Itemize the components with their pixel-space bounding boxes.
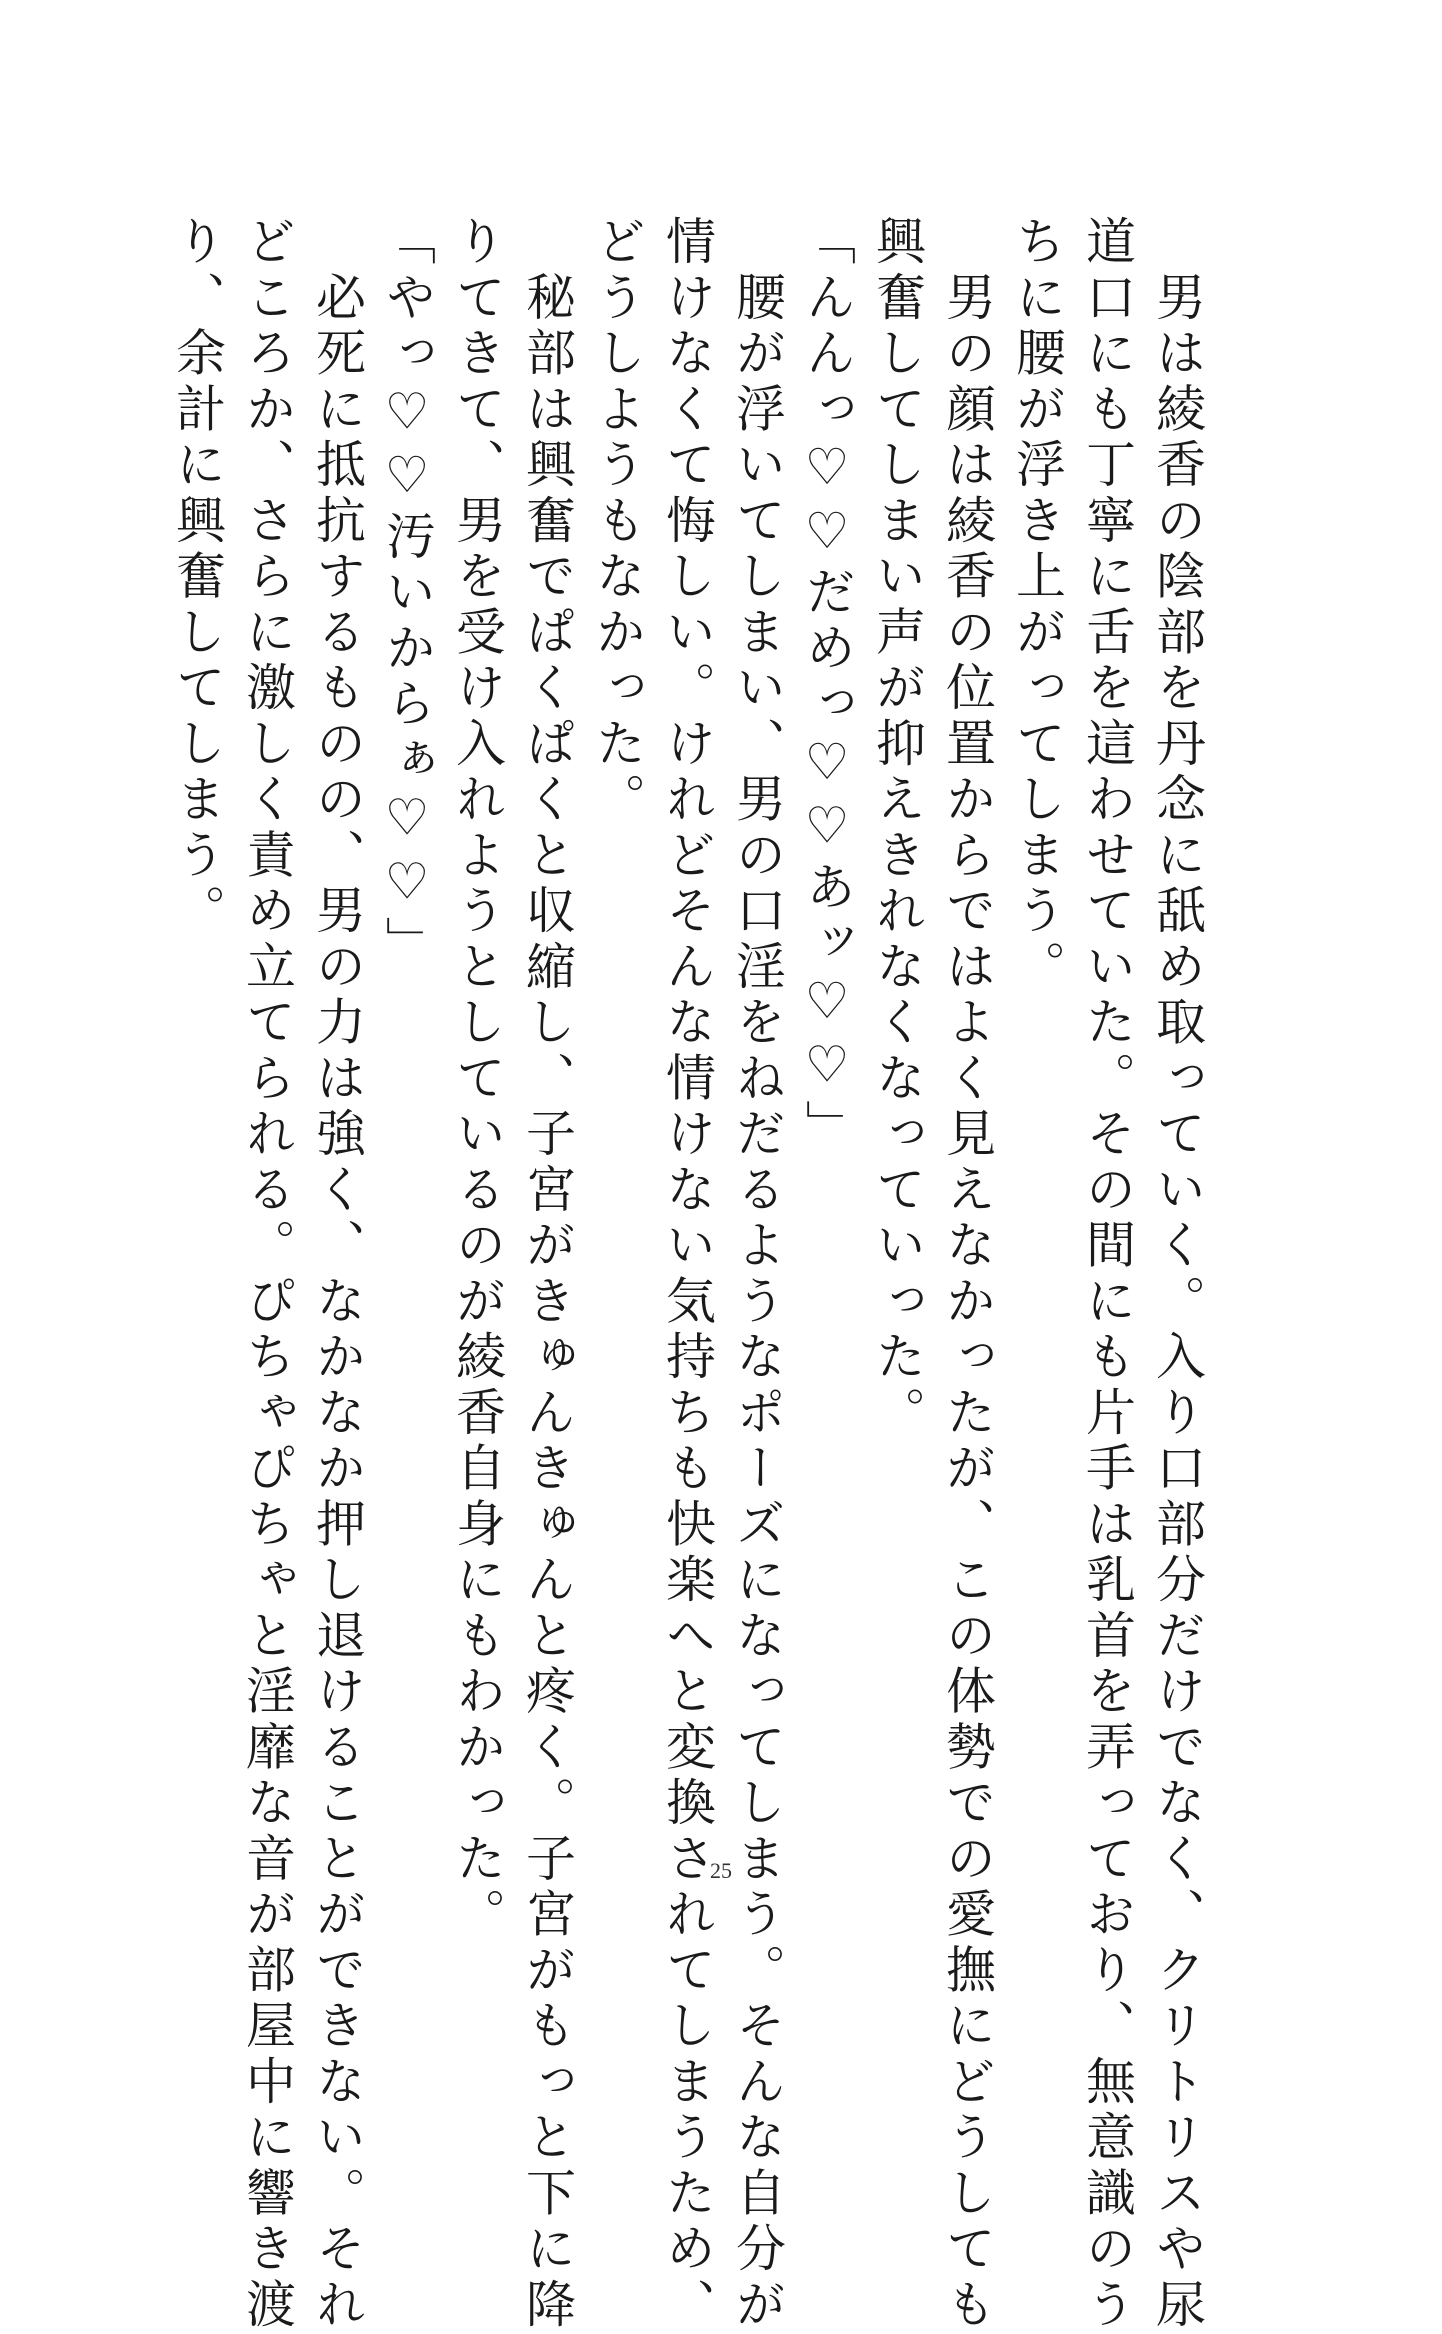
- page-number: 25: [710, 1858, 732, 1883]
- text-line-2: 道口にも丁寧に舌を這わせていた。その間にも片手は乳首を弄っており、無意識のう: [1078, 215, 1136, 2334]
- text-line-4: 男の顔は綾香の位置からではよく見えなかったが、この体勢での愛撫にどうしても: [938, 215, 996, 2334]
- text-line-1: 男は綾香の陰部を丹念に舐め取っていく。入り口部分だけでなく、クリトリスや尿: [1148, 215, 1206, 2334]
- text-line-10: 秘部は興奮でぱくぱくと収縮し、子宮がきゅんきゅんと疼く。子宮がもっと下に降: [518, 215, 576, 2334]
- dialogue-line-1: 「んんっ♡♡だめっ♡♡あッ♡♡」: [798, 215, 856, 1155]
- text-line-15: り、余計に興奮してしまう。: [168, 215, 226, 940]
- text-line-3: ちに腰が浮き上がってしまう。: [1008, 215, 1066, 996]
- text-line-8: 情けなくて悔しい。けれどそんな情けない気持ちも快楽へと変換されてしまうため、: [658, 215, 716, 2334]
- dialogue-line-2: 「やっ♡♡汚いからぁ♡♡」: [378, 215, 436, 972]
- text-line-13: 必死に抵抗するものの、男の力は強く、なかなか押し退けることができない。それ: [308, 215, 366, 2334]
- text-line-11: りてきて、男を受け入れようとしているのが綾香自身にもわかった。: [448, 215, 506, 1944]
- text-line-14: どころか、さらに激しく責め立てられる。ぴちゃぴちゃと淫靡な音が部屋中に響き渡: [238, 215, 296, 2334]
- text-line-7: 腰が浮いてしまい、男の口淫をねだるようなポーズになってしまう。そんな自分が: [728, 215, 786, 2334]
- text-line-5: 興奮してしまい声が抑えきれなくなっていった。: [868, 215, 926, 1442]
- text-line-9: どうしようもなかった。: [588, 215, 646, 829]
